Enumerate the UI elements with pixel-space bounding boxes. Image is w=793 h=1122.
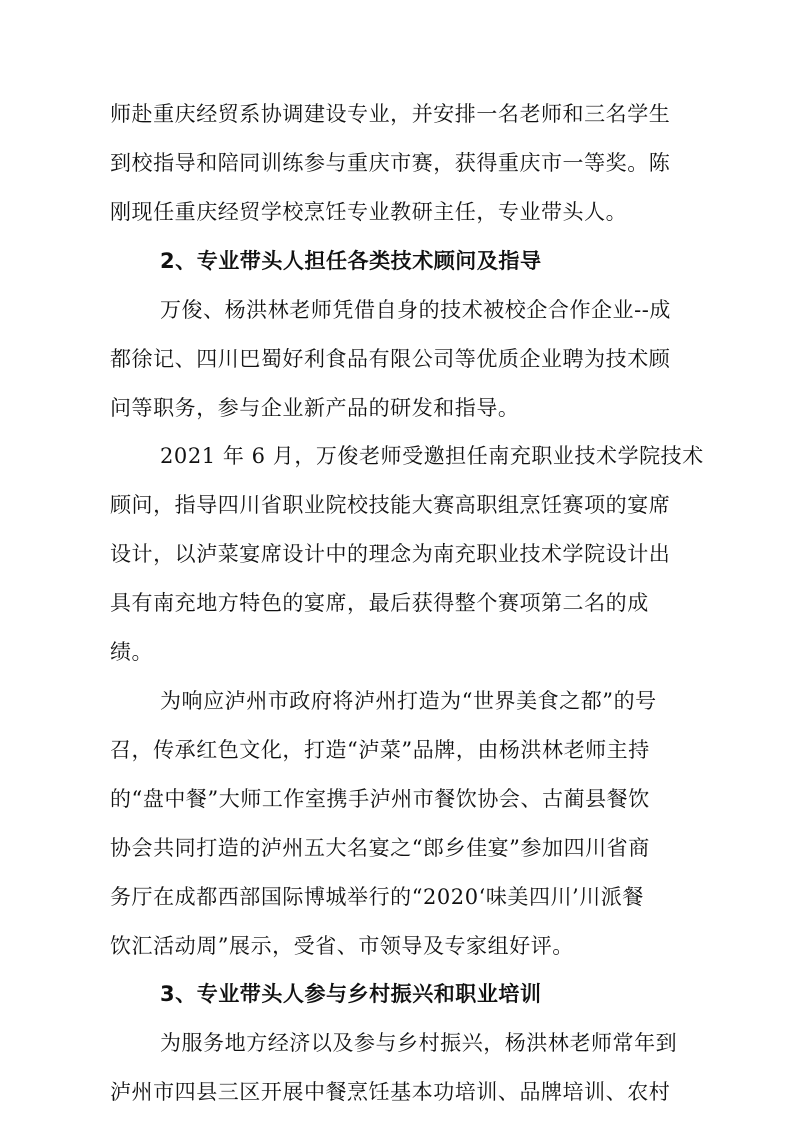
text-line: 为服务地方经济以及参与乡村振兴，杨洪林老师常年到 bbox=[160, 1031, 678, 1055]
text-line: 师赴重庆经贸系协调建设专业，并安排一名老师和三名学生 bbox=[110, 102, 671, 126]
text-line: 刚现任重庆经贸学校烹饪专业教研主任，专业带头人。 bbox=[110, 200, 628, 224]
text-line: 泸州市四县三区开展中餐烹饪基本功培训、品牌培训、农村 bbox=[110, 1080, 671, 1104]
text-line: 的“盘中餐”大师工作室携手泸州市餐饮协会、古蔺县餐饮 bbox=[110, 787, 650, 811]
section-heading: 3、专业带头人参与乡村振兴和职业培训 bbox=[160, 982, 542, 1006]
text-line: 具有南充地方特色的宴席，最后获得整个赛项第二名的成 bbox=[110, 591, 649, 615]
section-heading: 2、专业带头人担任各类技术顾问及指导 bbox=[160, 249, 542, 273]
text-line: 问等职务，参与企业新产品的研发和指导。 bbox=[110, 396, 520, 420]
text-line: 都徐记、四川巴蜀好利食品有限公司等优质企业聘为技术顾 bbox=[110, 347, 671, 371]
text-line: 为响应泸州市政府将泸州打造为“世界美食之都”的号 bbox=[160, 689, 657, 713]
text-line: 召，传承红色文化，打造“泸菜”品牌，由杨洪林老师主持 bbox=[110, 738, 650, 762]
text-line: 协会共同打造的泸州五大名宴之“郎乡佳宴”参加四川省商 bbox=[110, 836, 650, 860]
text-line: 2021 年 6 月，万俊老师受邀担任南充职业技术学院技术 bbox=[160, 444, 704, 468]
text-line: 到校指导和陪同训练参与重庆市赛，获得重庆市一等奖。陈 bbox=[110, 151, 671, 175]
text-line: 设计，以泸菜宴席设计中的理念为南充职业技术学院设计出 bbox=[110, 542, 671, 566]
text-line: 务厅在成都西部国际博城举行的“2020‘味美四川’川派餐 bbox=[110, 885, 644, 909]
text-line: 绩。 bbox=[110, 640, 154, 664]
text-line: 饮汇活动周”展示，受省、市领导及专家组好评。 bbox=[110, 934, 574, 958]
text-line: 顾问，指导四川省职业院校技能大赛高职组烹饪赛项的宴席 bbox=[110, 493, 671, 517]
text-line: 万俊、杨洪林老师凭借自身的技术被校企合作企业--成 bbox=[160, 298, 671, 322]
